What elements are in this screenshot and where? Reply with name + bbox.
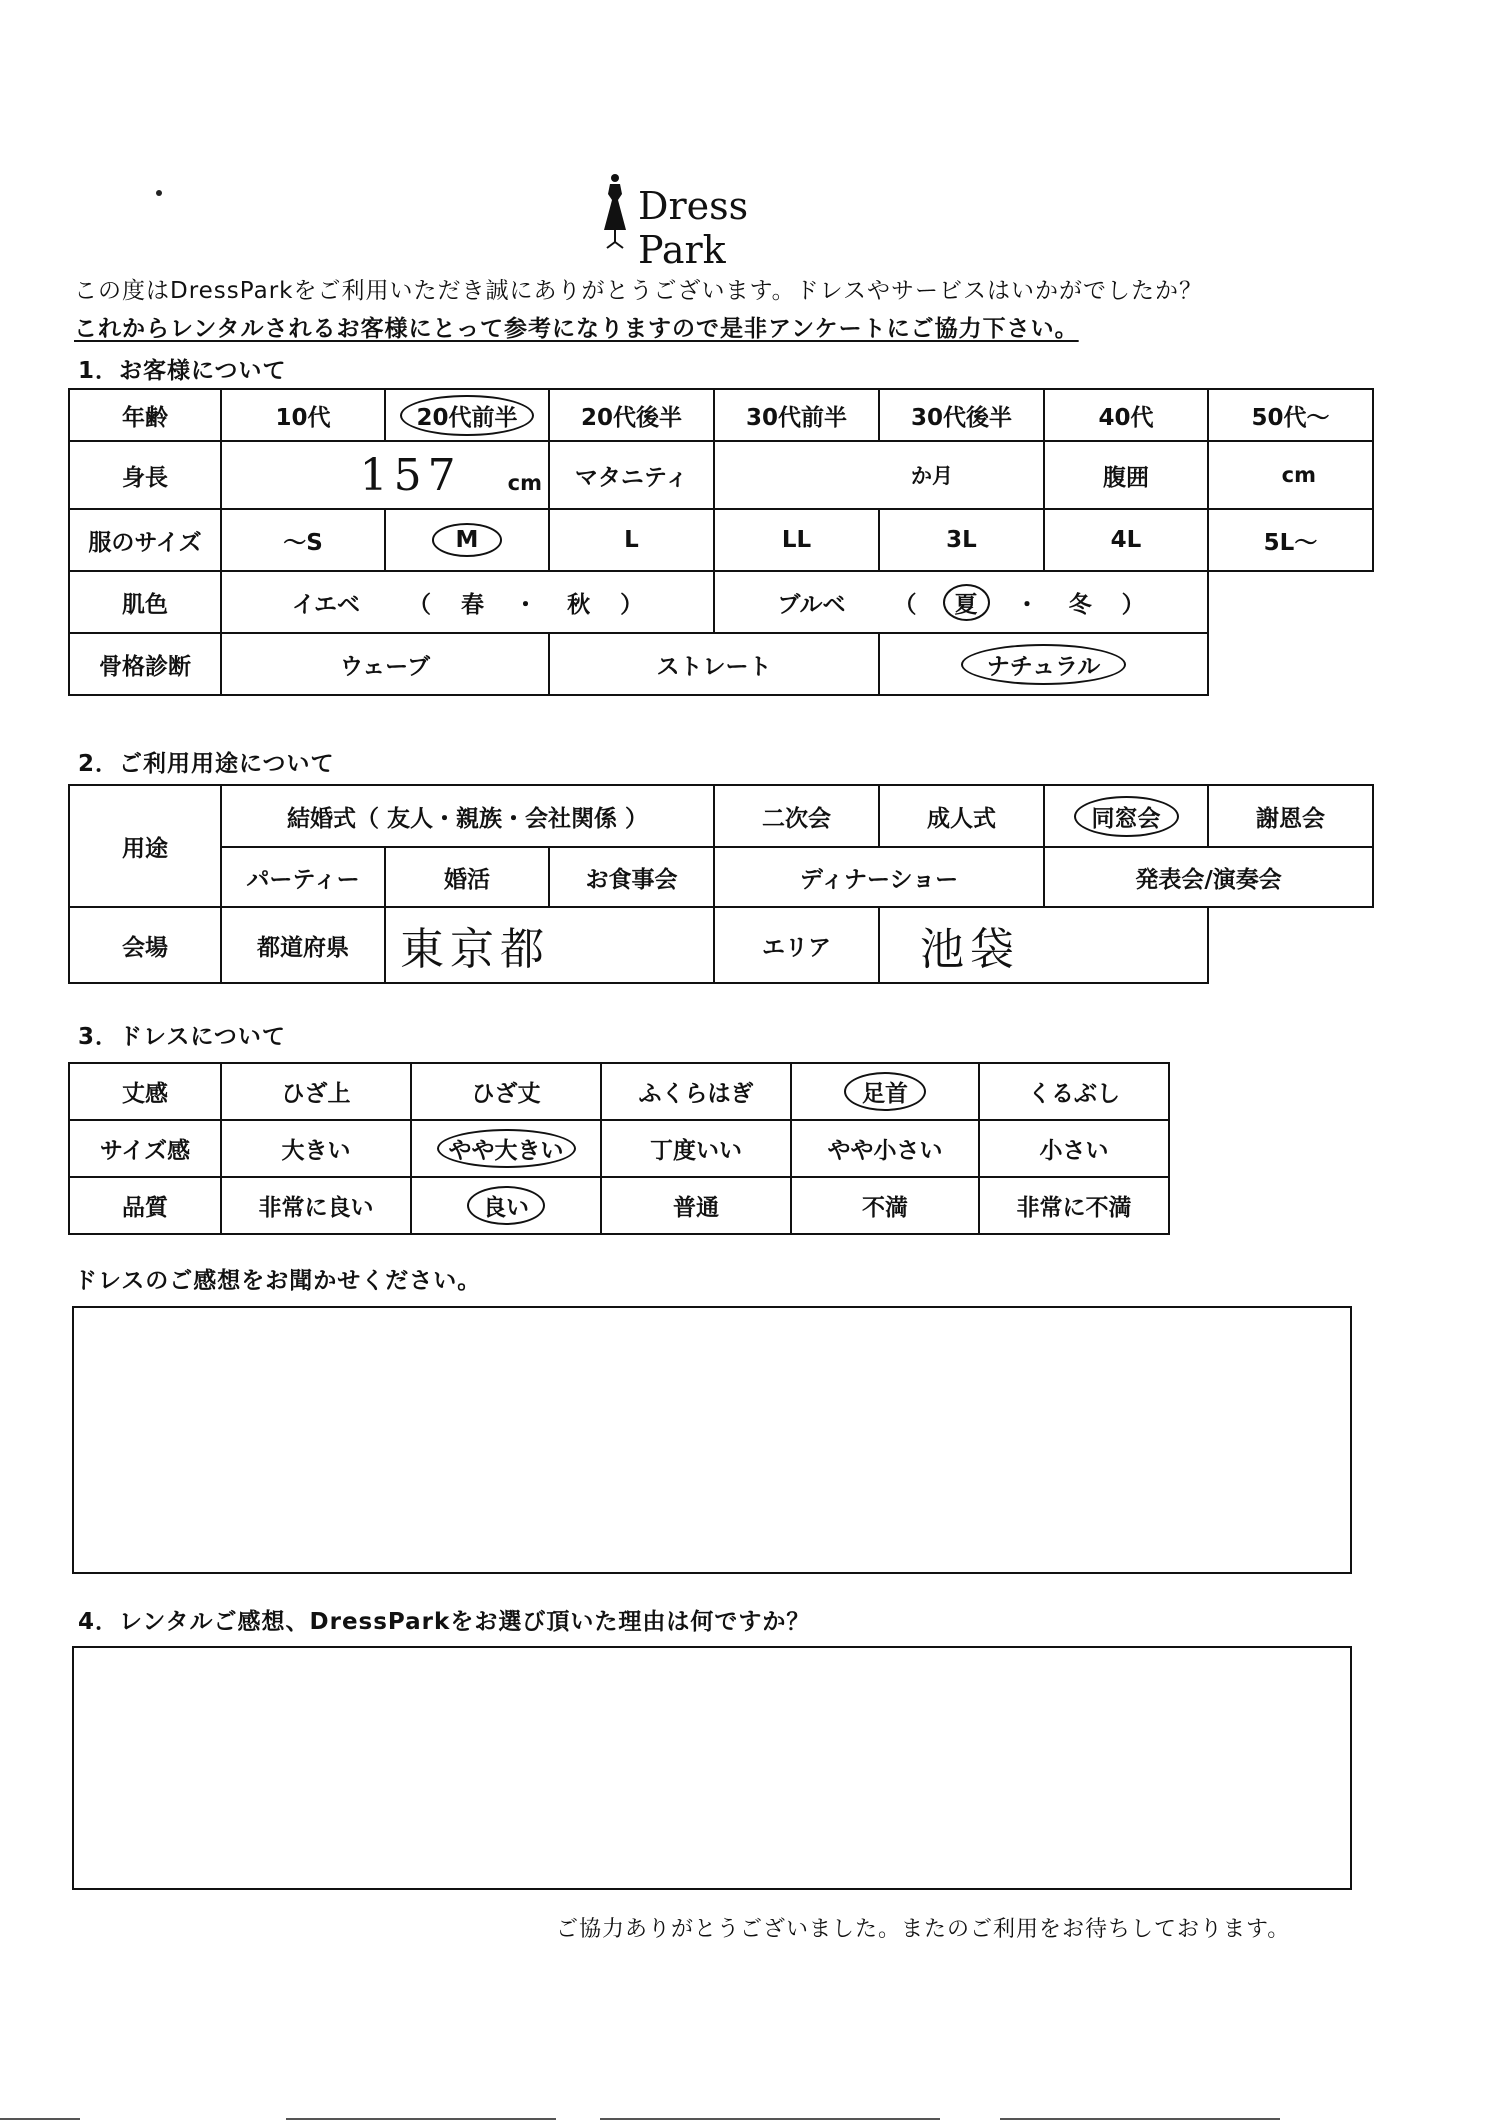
usage-table (68, 784, 1374, 984)
length-option[interactable]: くるぶし (979, 1063, 1169, 1120)
area-label: エリア (714, 907, 879, 983)
maternity-label: マタニティ (549, 441, 714, 509)
intro-line-1: この度はDressParkをご利用いただき誠にありがとうございます。ドレスやサービスはいかがでしたか？ (74, 278, 1203, 304)
quality-label: 品質 (69, 1177, 221, 1234)
purpose-label: 用途 (69, 785, 221, 907)
quality-option-selected[interactable] (411, 1177, 601, 1234)
section-1-title: 1．お客様について (78, 358, 287, 384)
purpose-option[interactable]: 二次会 (714, 785, 879, 847)
fit-label: サイズ感 (69, 1120, 221, 1177)
quality-option[interactable]: 非常に良い (221, 1177, 411, 1234)
size-option-selected[interactable] (385, 509, 549, 571)
age-option[interactable]: 50代～ (1208, 389, 1373, 441)
scan-edge-line (1000, 2118, 1280, 2120)
fit-option[interactable]: やや小さい (791, 1120, 979, 1177)
length-row (69, 1063, 1169, 1120)
purpose-option[interactable]: 婚活 (385, 847, 549, 907)
size-option[interactable]: 3L (879, 509, 1044, 571)
fit-row (69, 1120, 1169, 1177)
venue-label: 会場 (69, 907, 221, 983)
purpose-option[interactable]: 発表会/演奏会 (1044, 847, 1373, 907)
area-value: 池袋 (920, 924, 1021, 975)
purpose-row-2 (69, 847, 1373, 907)
scan-edge-line (0, 2118, 80, 2120)
empty-cell (1208, 907, 1373, 983)
waist-unit: cm (1281, 463, 1316, 487)
age-option[interactable]: 30代前半 (714, 389, 879, 441)
purpose-option[interactable]: 結婚式（ 友人・親族・会社関係 ） (221, 785, 714, 847)
length-option[interactable]: ふくらはぎ (601, 1063, 791, 1120)
height-label: 身長 (69, 441, 221, 509)
purpose-option[interactable]: ディナーショー (714, 847, 1044, 907)
frame-option-selected[interactable] (879, 633, 1208, 695)
area-field[interactable] (879, 907, 1208, 983)
scan-edge-line (286, 2118, 556, 2120)
section-2-title: 2．ご利用用途について (78, 751, 335, 777)
skin-option-summer-selected[interactable]: 夏 (943, 584, 990, 621)
length-option[interactable]: ひざ丈 (411, 1063, 601, 1120)
quality-option[interactable]: 普通 (601, 1177, 791, 1234)
selection-circle: M (432, 523, 503, 557)
height-value: 157 (359, 449, 462, 501)
skin-yellow[interactable] (221, 571, 714, 633)
skin-blue[interactable] (714, 571, 1208, 633)
selection-circle: 良い (467, 1186, 545, 1225)
dress-comment-box[interactable] (72, 1306, 1352, 1574)
rental-comment-box[interactable] (72, 1646, 1352, 1890)
quality-option[interactable]: 非常に不満 (979, 1177, 1169, 1234)
purpose-option[interactable]: パーティー (221, 847, 385, 907)
frame-label: 骨格診断 (69, 633, 221, 695)
skin-label: 肌色 (69, 571, 221, 633)
frame-row (69, 633, 1373, 695)
scan-edge-line (600, 2118, 940, 2120)
frame-option[interactable]: ストレート (549, 633, 879, 695)
prefecture-label: 都道府県 (221, 907, 385, 983)
section-4-title: 4．レンタルご感想、DressParkをお選び頂いた理由は何ですか？ (78, 1609, 811, 1635)
fit-option[interactable]: 丁度いい (601, 1120, 791, 1177)
intro-line-2: これからレンタルされるお客様にとって参考になりますので是非アンケートにご協力下さい。 (74, 316, 1079, 342)
maternity-field[interactable] (714, 441, 1044, 509)
height-unit: cm (507, 470, 542, 495)
purpose-option[interactable]: 成人式 (879, 785, 1044, 847)
empty-cell (1208, 633, 1373, 695)
age-option[interactable]: 30代後半 (879, 389, 1044, 441)
empty-cell (1208, 571, 1373, 633)
skin-option-winter[interactable]: 冬 (1068, 591, 1092, 618)
fit-option[interactable]: 大きい (221, 1120, 411, 1177)
size-label: 服のサイズ (69, 509, 221, 571)
paren-open: （ (408, 591, 432, 618)
stray-dot (156, 190, 162, 196)
age-option-selected[interactable] (385, 389, 549, 441)
size-option[interactable]: 5L～ (1208, 509, 1373, 571)
height-field[interactable] (221, 441, 549, 509)
selection-circle: 同窓会 (1074, 796, 1179, 837)
length-option-selected[interactable] (791, 1063, 979, 1120)
separator-dot: ・ (1015, 591, 1039, 618)
prefecture-value: 東京都 (400, 924, 550, 975)
quality-option[interactable]: 不満 (791, 1177, 979, 1234)
length-label: 丈感 (69, 1063, 221, 1120)
age-option[interactable]: 10代 (221, 389, 385, 441)
length-option[interactable]: ひざ上 (221, 1063, 411, 1120)
closing-message: ご協力ありがとうございました。またのご利用をお待ちしております。 (556, 1917, 1291, 1942)
purpose-option-selected[interactable] (1044, 785, 1208, 847)
selection-circle: やや大きい (437, 1129, 576, 1168)
age-option[interactable]: 20代後半 (549, 389, 714, 441)
skin-row (69, 571, 1373, 633)
age-label: 年齢 (69, 389, 221, 441)
size-option[interactable]: ～S (221, 509, 385, 571)
purpose-option[interactable]: お食事会 (549, 847, 714, 907)
age-option[interactable]: 40代 (1044, 389, 1208, 441)
size-row (69, 509, 1373, 571)
height-row (69, 441, 1373, 509)
size-option[interactable]: L (549, 509, 714, 571)
skin-blue-label: ブルベ (777, 591, 846, 618)
skin-yellow-label: イエベ (291, 591, 360, 618)
section-3-title: 3．ドレスについて (78, 1024, 286, 1050)
waist-label: 腹囲 (1044, 441, 1208, 509)
skin-option-autumn[interactable]: 秋 (567, 591, 591, 618)
paren-open: （ (893, 591, 917, 618)
customer-table (68, 388, 1374, 696)
separator-dot: ・ (514, 591, 538, 618)
size-option[interactable]: 4L (1044, 509, 1208, 571)
dress-comment-prompt: ドレスのご感想をお聞かせください。 (74, 1268, 482, 1294)
purpose-option[interactable]: 謝恩会 (1208, 785, 1373, 847)
selection-circle: 足首 (844, 1072, 926, 1111)
frame-option[interactable]: ウェーブ (221, 633, 549, 695)
dress-form-icon (598, 172, 632, 252)
fit-option-selected[interactable] (411, 1120, 601, 1177)
selection-circle: 20代前半 (400, 395, 533, 436)
skin-option-spring[interactable]: 春 (461, 591, 485, 618)
dresspark-logo (598, 172, 838, 272)
venue-row (69, 907, 1373, 983)
prefecture-field[interactable] (385, 907, 714, 983)
selection-circle: ナチュラル (961, 644, 1127, 685)
purpose-row-1 (69, 785, 1373, 847)
size-option[interactable]: LL (714, 509, 879, 571)
age-row (69, 389, 1373, 441)
logo-text: Dress Park (638, 184, 749, 272)
paren-close: ） (1121, 591, 1145, 618)
maternity-unit: か月 (911, 464, 953, 488)
quality-row (69, 1177, 1169, 1234)
fit-option[interactable]: 小さい (979, 1120, 1169, 1177)
paren-close: ） (620, 591, 644, 618)
dress-table (68, 1062, 1170, 1235)
waist-field[interactable] (1208, 441, 1373, 509)
